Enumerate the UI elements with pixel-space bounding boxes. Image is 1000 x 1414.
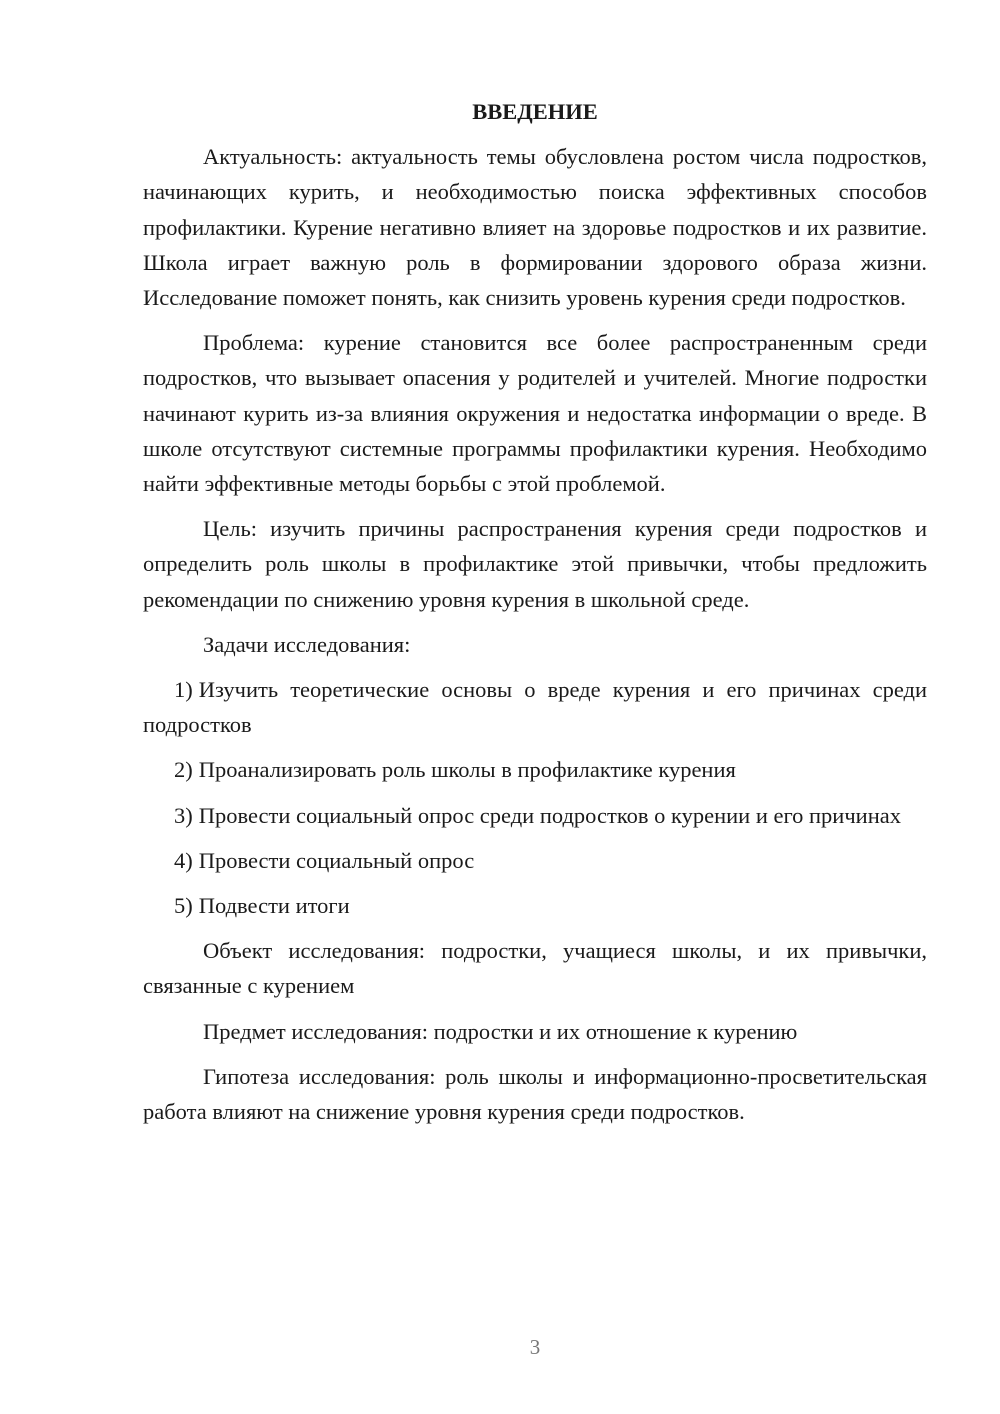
task-item <box>143 888 927 923</box>
paragraph-goal: Цель: изучить причины распространения курения среди подростков и определить роль школы в профилактике этой привычки, чтобы предложить рекомендации по снижению уровня курения в школьной среде. <box>143 516 927 612</box>
task-item <box>143 843 927 878</box>
task-item <box>143 752 927 787</box>
task-item <box>143 798 927 833</box>
task-number: 3) <box>174 802 193 828</box>
page-number: 3 <box>529 1335 541 1359</box>
section-title: ВВЕДЕНИЕ <box>472 99 598 124</box>
task-text: Проанализировать роль школы в профилактике курения <box>198 757 736 783</box>
task-number: 4) <box>174 847 193 873</box>
task-number: 5) <box>174 893 193 919</box>
paragraph-object: Объект исследования: подростки, учащиеся школы, и их привычки, связанные с курением <box>143 938 927 999</box>
task-number: 1) <box>174 677 193 703</box>
task-text: Провести социальный опрос <box>198 847 475 873</box>
task-item <box>143 672 927 742</box>
document-page <box>143 94 927 1139</box>
task-text: Изучить теоретические основы о вреде курения и его причинах среди подростков <box>143 677 927 738</box>
paragraph-hypothesis: Гипотеза исследования: роль школы и информационно-просветительская работа влияют на снижение уровня курения среди подростков. <box>143 1063 927 1125</box>
task-text: Подвести итоги <box>198 893 350 919</box>
task-text: Провести социальный опрос среди подростков о курении и его причинах <box>198 802 901 828</box>
paragraph-subject: Предмет исследования: подростки и их отношение к курению <box>203 1018 798 1044</box>
paragraph-relevance: Актуальность: актуальность темы обусловлена ростом числа подростков, начинающих курить, и необходимостью поиска эффективных способов профилактики. Курение негативно влияет на здоровье подростков и их развитие. Школа играет важную роль в формировании здорового образа жизни. Исследование поможет понять, как снизить уровень курения среди подростков. <box>143 144 927 311</box>
task-number: 2) <box>174 757 193 783</box>
tasks-heading: Задачи исследования: <box>203 631 411 657</box>
paragraph-problem: Проблема: курение становится все более распространенным среди подростков, что вызывает опасения у родителей и учителей. Многие подростки начинают курить из-за влияния окружения и недостатка информации о вреде. В школе отсутствуют системные программы профилактики курения. Необходимо найти эффективные методы борьбы с этой проблемой. <box>143 330 927 497</box>
